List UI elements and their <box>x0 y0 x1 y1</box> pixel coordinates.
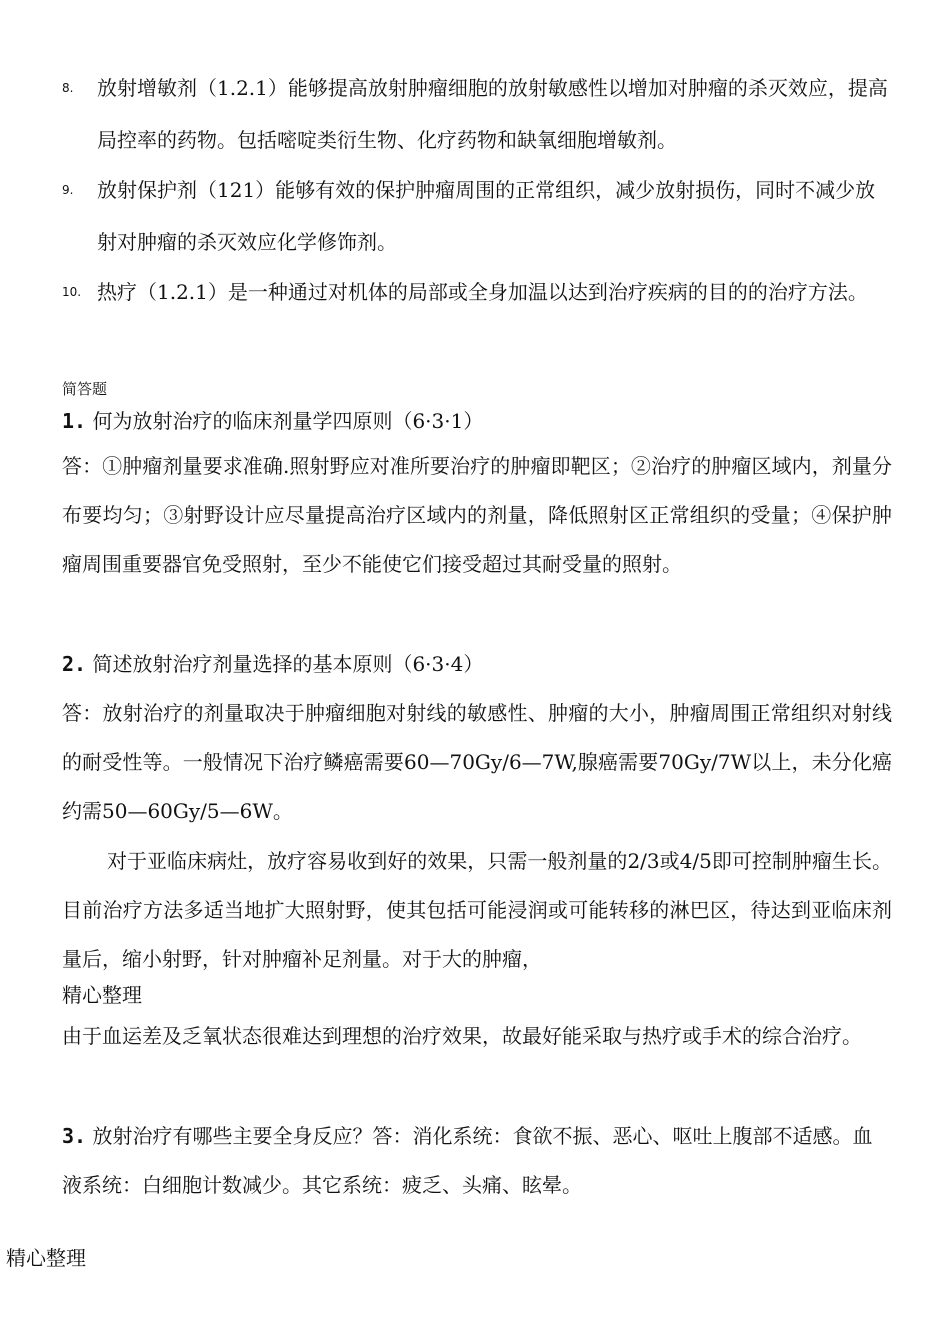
definition-item-8 <box>62 62 892 166</box>
question-text: 放射治疗有哪些主要全身反应？答：消化系统：食欲不振、恶心、呕吐上腹部不适感。血液系统：白细胞计数减少。其它系统：疲乏、头痛、眩晕。 <box>62 1124 873 1197</box>
question-text: 简述放射治疗剂量选择的基本原则（6·3·4） <box>92 652 484 676</box>
question-2-title <box>62 640 892 689</box>
definition-text: 放射保护剂（121）能够有效的保护肿瘤周围的正常组织，减少放射损伤，同时不减少放射对肿瘤的杀灭效应化学修饰剂。 <box>97 178 876 254</box>
question-number: 2. <box>62 652 87 676</box>
definition-text: 热疗（1.2.1）是一种通过对机体的局部或全身加温以达到治疗疾病的目的的治疗方法。 <box>97 280 868 304</box>
question-2-answer: 答：放射治疗的剂量取决于肿瘤细胞对射线的敏感性、肿瘤的大小，肿瘤周围正常组织对射线的耐受性等。一般情况下治疗鳞癌需要60—70Gy/6—7W,腺癌需要70Gy/7W以上，未分化癌约需50—60Gy/5—6W。 <box>62 701 892 823</box>
footer-watermark: 精心整理 <box>6 1246 86 1270</box>
section-label: 简答题 <box>62 380 108 398</box>
question-2-answer-end: 由于血运差及乏氧状态很难达到理想的治疗效果，故最好能采取与热疗或手术的综合治疗。 <box>62 1024 862 1048</box>
question-number: 1. <box>62 409 87 433</box>
definition-item-10 <box>62 266 892 318</box>
question-1-answer: 答：①肿瘤剂量要求准确.照射野应对准所要治疗的肿瘤即靶区；②治疗的肿瘤区域内，剂量分布要均匀；③射野设计应尽量提高治疗区域内的剂量，降低照射区正常组织的受量；④保护肿瘤周围重要器官免受照射，至少不能使它们接受超过其耐受量的照射。 <box>62 454 892 576</box>
question-3 <box>62 1112 892 1210</box>
question-1-title <box>62 397 892 446</box>
item-number: 8. <box>62 81 74 95</box>
question-number: 3. <box>62 1124 87 1148</box>
definition-text: 放射增敏剂（1.2.1）能够提高放射肿瘤细胞的放射敏感性以增加对肿瘤的杀灭效应，提高局控率的药物。包括嘧啶类衍生物、化疗药物和缺氧细胞增敏剂。 <box>97 76 888 152</box>
question-2-answer-continued: 对于亚临床病灶，放疗容易收到好的效果，只需一般剂量的2/3或4/5即可控制肿瘤生长。目前治疗方法多适当地扩大照射野，使其包括可能浸润或可能转移的淋巴区，待达到亚临床剂量后，缩小射野，针对肿瘤补足剂量。对于大的肿瘤， <box>62 849 892 971</box>
question-text: 何为放射治疗的临床剂量学四原则（6·3·1） <box>92 409 484 433</box>
watermark-text: 精心整理 <box>62 983 142 1007</box>
item-number: 10. <box>62 285 82 299</box>
item-number: 9. <box>62 183 74 197</box>
definition-item-9 <box>62 164 892 268</box>
